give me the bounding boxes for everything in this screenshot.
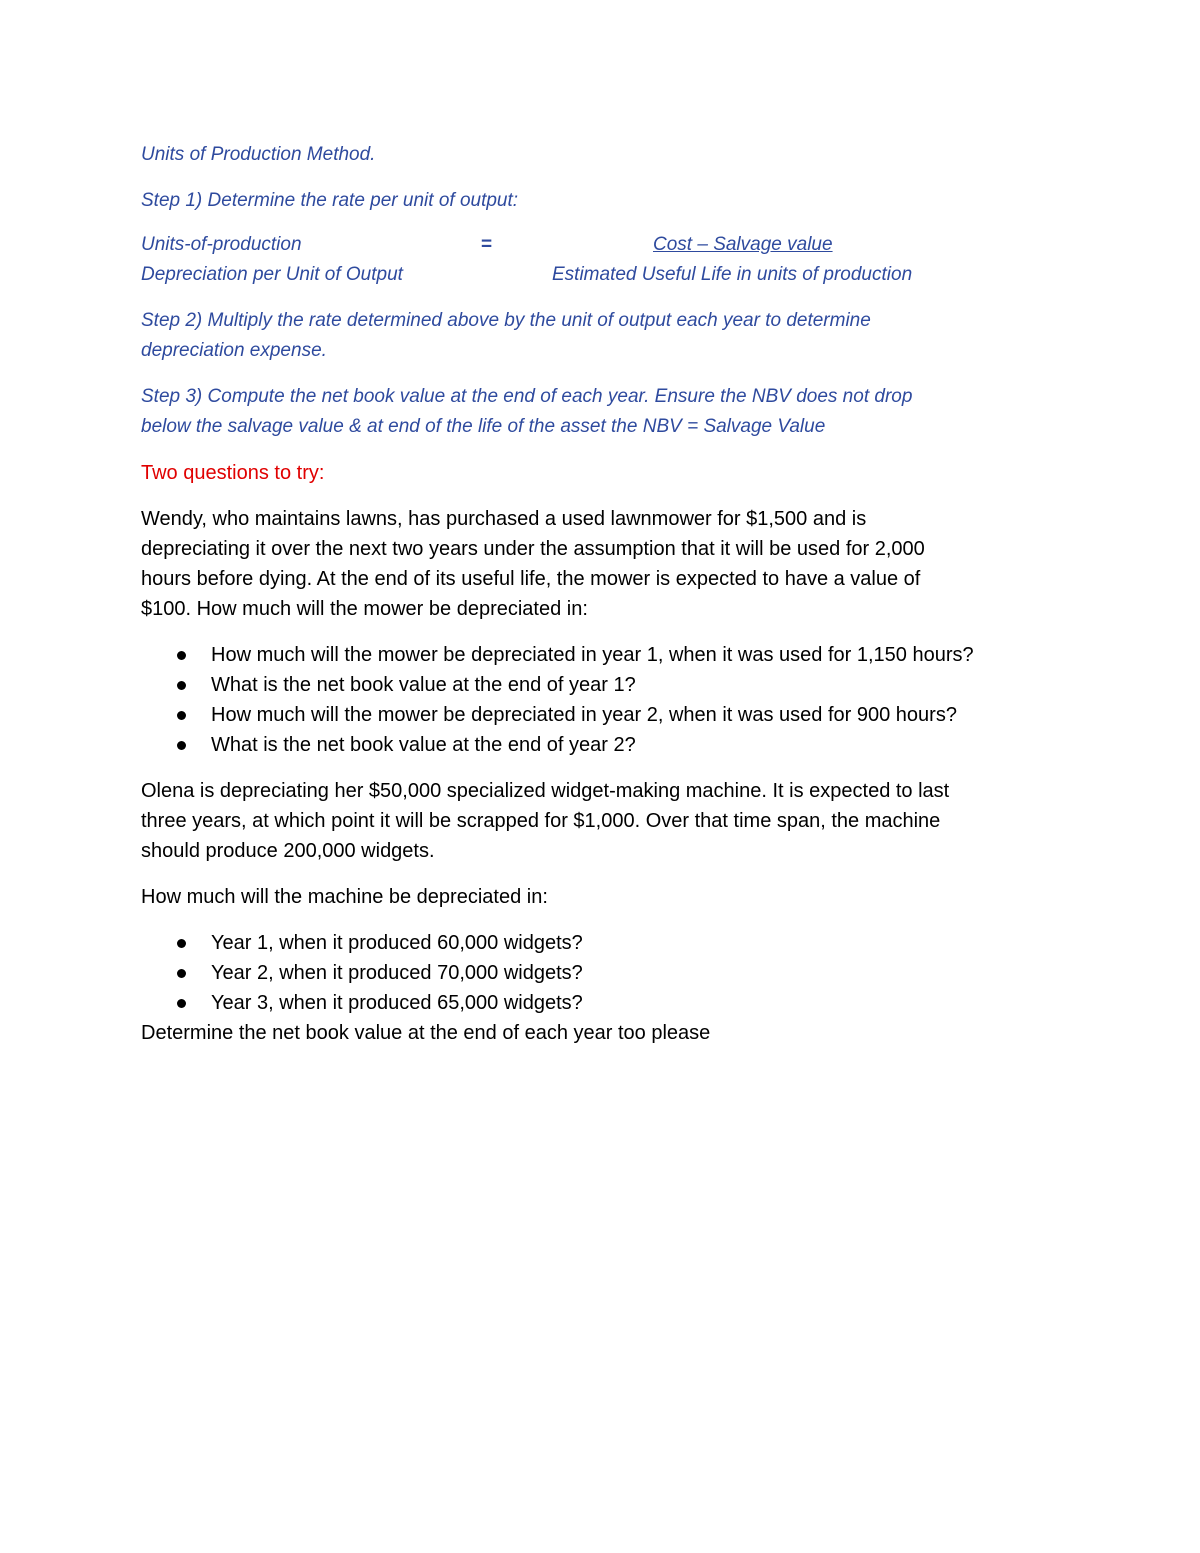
bullet-icon	[177, 741, 186, 750]
formula-left-top: Units-of-production	[141, 234, 302, 255]
question1-line: $100. How much will the mower be depreciated in:	[141, 598, 588, 620]
question1-line: depreciating it over the next two years under the assumption that it will be used for 2,000	[141, 538, 925, 560]
list-item	[141, 640, 1041, 670]
step2-line: depreciation expense.	[141, 340, 327, 361]
list-item-text: Year 1, when it produced 60,000 widgets?	[211, 932, 583, 954]
document-content	[141, 140, 1041, 1048]
bullet-icon	[177, 939, 186, 948]
step2-line: Step 2) Multiply the rate determined above by the unit of output each year to determine	[141, 310, 871, 331]
bullet-icon	[177, 969, 186, 978]
list-item	[141, 958, 1041, 988]
formula-left-bottom: Depreciation per Unit of Output	[141, 264, 403, 285]
question2-prompt: How much will the machine be depreciated in:	[141, 886, 548, 908]
bullet-icon	[177, 999, 186, 1008]
list-item	[141, 988, 1041, 1018]
question2-line: three years, at which point it will be scrapped for $1,000. Over that time span, the machine	[141, 810, 941, 832]
question2-paragraph	[141, 776, 1041, 866]
list-item	[141, 730, 1041, 760]
list-item-text: Year 3, when it produced 65,000 widgets?	[211, 992, 583, 1014]
formula-block	[141, 230, 1041, 290]
step3-paragraph	[141, 382, 1041, 442]
question2-line: should produce 200,000 widgets.	[141, 840, 435, 862]
step1-text: Step 1) Determine the rate per unit of output:	[141, 190, 519, 211]
list-item-text: How much will the mower be depreciated in year 2, when it was used for 900 hours?	[211, 704, 957, 726]
bullet-icon	[177, 711, 186, 720]
step3-line: Step 3) Compute the net book value at the end of each year. Ensure the NBV does not drop	[141, 386, 913, 407]
question2-bullet-list	[141, 928, 1041, 1018]
formula-denominator: Estimated Useful Life in units of production	[552, 264, 913, 285]
list-item	[141, 670, 1041, 700]
questions-heading: Two questions to try:	[141, 462, 325, 484]
question2-line: Olena is depreciating her $50,000 specialized widget-making machine. It is expected to last	[141, 780, 950, 802]
question1-line: hours before dying. At the end of its useful life, the mower is expected to have a value of	[141, 568, 921, 590]
step2-paragraph	[141, 306, 1041, 366]
list-item-text: What is the net book value at the end of year 2?	[211, 734, 636, 756]
formula-equals: =	[481, 234, 493, 255]
list-item-text: What is the net book value at the end of year 1?	[211, 674, 636, 696]
question1-bullet-list	[141, 640, 1041, 760]
bullet-icon	[177, 681, 186, 690]
list-item	[141, 700, 1041, 730]
question1-paragraph	[141, 504, 1041, 624]
method-title: Units of Production Method.	[141, 144, 376, 165]
step3-line: below the salvage value & at end of the life of the asset the NBV = Salvage Value	[141, 416, 826, 437]
list-item-text: How much will the mower be depreciated in year 1, when it was used for 1,150 hours?	[211, 644, 974, 666]
list-item	[141, 928, 1041, 958]
list-item-text: Year 2, when it produced 70,000 widgets?	[211, 962, 583, 984]
final-instruction: Determine the net book value at the end of each year too please	[141, 1022, 711, 1044]
bullet-icon	[177, 651, 186, 660]
question1-line: Wendy, who maintains lawns, has purchased a used lawnmower for $1,500 and is	[141, 508, 867, 530]
formula-numerator: Cost – Salvage value	[653, 234, 833, 255]
